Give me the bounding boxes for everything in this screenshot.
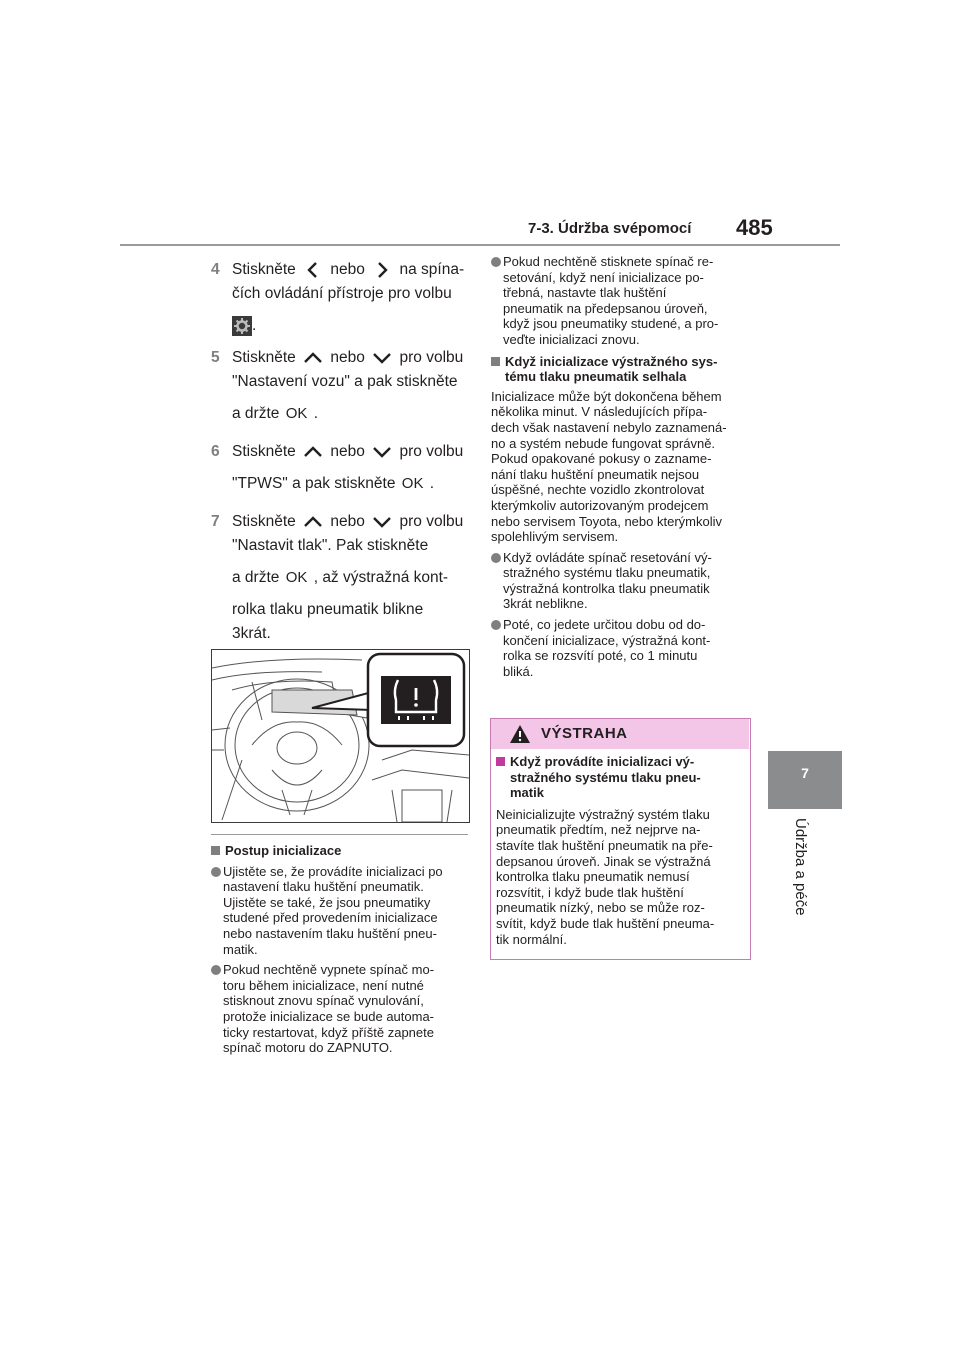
step-text: na spína- <box>399 261 465 278</box>
step-text: pro volbu <box>399 513 464 530</box>
step-text: . <box>313 405 319 422</box>
step-text: nebo <box>330 349 365 366</box>
warning-body: Neinicializujte výstražný systém tlaku pneumatik předtím, než nejprve na- stavíte tlak huštění pneumatik na pře- depsanou úroveň. Jinak se výstražná kontrolka tlaku pneumatik nemusí rozsvítit, i když bude tlak huštění pneumatik nízký, nebo se může roz- svítit, když bude tlak huštění pneuma- tik normální. <box>496 806 715 947</box>
warning-content <box>496 754 746 947</box>
step-text: pro volbu <box>399 349 464 366</box>
round-bullet-icon <box>491 620 501 630</box>
chevron-up-icon <box>300 513 326 531</box>
left-notes <box>211 843 471 1056</box>
chapter-label: Údržba a péče <box>792 818 809 916</box>
step-number: 5 <box>211 349 220 366</box>
chevron-down-icon <box>369 349 395 367</box>
square-bullet-icon <box>211 846 220 855</box>
header-divider <box>120 244 840 246</box>
step-text: a držte <box>232 569 280 586</box>
dashboard-illustration <box>211 649 470 823</box>
step-text: "Nastavení vozu" a pak stiskněte <box>232 373 458 390</box>
round-bullet-icon <box>211 965 221 975</box>
step-text: nebo <box>330 443 365 460</box>
step-text: , až výstražná kont- <box>313 569 449 586</box>
step-text: rolka tlaku pneumatik blikne <box>232 601 424 618</box>
notes-heading: Postup inicializace <box>211 843 471 859</box>
step-text: "TPWS" a pak stiskněte <box>232 475 396 492</box>
chapter-number: 7 <box>801 765 809 781</box>
notes-paragraph: Inicializace může být dokončena během několika minut. V následujících přípa- dech však nastavení nebylo zaznamená- no a systém nebude fungovat správně. Pokud opakované pokusy o zazname- nání tlaku huštění pneumatik nejsou úspěšné, nechte vozidlo zkontrolovat kterýmkoliv autorizovaným prodejcem nebo servisem Toyota, nebo kterýmkoliv spolehlivým servisem. <box>491 388 727 545</box>
page-number: 485 <box>736 215 773 240</box>
step-text: Stiskněte <box>232 261 296 278</box>
notes-heading: Když inicializace výstražného sys- tému tlaku pneumatik selhala <box>491 354 761 385</box>
step-text: a držte <box>232 405 280 422</box>
step-text: . <box>429 475 435 492</box>
illustration-divider <box>211 834 468 835</box>
round-bullet-icon <box>211 867 221 877</box>
warning-heading: Když provádíte inicializaci vý- stražného systému tlaku pneu- matik <box>496 754 746 801</box>
chevron-down-icon <box>369 443 395 461</box>
list-item: Pokud nechtěně stisknete spínač re- setování, když není inicializace po- třebná, nastavte tlak huštění pneumatik na předepsanou úroveň, když jsou pneumatiky studené, a pro- veďte inicializaci znovu. <box>491 254 761 348</box>
step-text: nebo <box>330 261 365 278</box>
settings-gear-icon <box>232 316 252 336</box>
ok-button-label: OK <box>285 405 308 422</box>
square-bullet-icon <box>496 757 505 766</box>
ok-button-label: OK <box>285 569 308 586</box>
chevron-up-icon <box>300 443 326 461</box>
step-number: 4 <box>211 261 220 278</box>
steering-wheel-drawing <box>212 650 469 822</box>
square-bullet-icon <box>491 357 500 366</box>
warning-title: VÝSTRAHA <box>541 725 628 742</box>
step-text: Stiskněte <box>232 349 296 366</box>
step-text: pro volbu <box>399 443 464 460</box>
step-text: Stiskněte <box>232 443 296 460</box>
step-text: "Nastavit tlak". Pak stiskněte <box>232 537 429 554</box>
chevron-right-icon <box>369 260 395 280</box>
chevron-down-icon <box>369 513 395 531</box>
step-text: Stiskněte <box>232 513 296 530</box>
step-text: čích ovládání přístroje pro volbu <box>232 285 452 302</box>
list-item: Když ovládáte spínač resetování vý- stražného systému tlaku pneumatik, výstražná kontrolka tlaku pneumatik 3krát neblikne. <box>491 550 761 612</box>
right-notes <box>491 254 761 679</box>
warning-header <box>491 719 749 749</box>
round-bullet-icon <box>491 257 501 267</box>
ok-button-label: OK <box>401 475 424 492</box>
list-item: Poté, co jedete určitou dobu od do- končení inicializace, výstražná kont- rolka se rozsvítí poté, co 1 minutu bliká. <box>491 617 761 679</box>
step-text: nebo <box>330 513 365 530</box>
warning-triangle-icon <box>509 724 531 744</box>
step-number: 6 <box>211 443 220 460</box>
chevron-up-icon <box>300 349 326 367</box>
list-item: Pokud nechtěně vypnete spínač mo- toru během inicializace, není nutné stisknout znovu spínač vynulování, protože inicializace se bude automa- ticky restartovat, když příště zapnete spínač motoru do ZAPNUTO. <box>211 962 471 1056</box>
list-item: Ujistěte se, že provádíte inicializaci po nastavení tlaku huštění pneumatik. Ujistěte se také, že jsou pneumatiky studené před provedením inicializace nebo nastavením tlaku huštění pneu- matik. <box>211 864 471 958</box>
step-text: . <box>252 317 257 334</box>
round-bullet-icon <box>491 553 501 563</box>
chevron-left-icon <box>300 260 326 280</box>
section-title: 7-3. Údržba svépomocí <box>528 220 692 237</box>
step-number: 7 <box>211 513 220 530</box>
step-text: 3krát. <box>232 625 271 642</box>
